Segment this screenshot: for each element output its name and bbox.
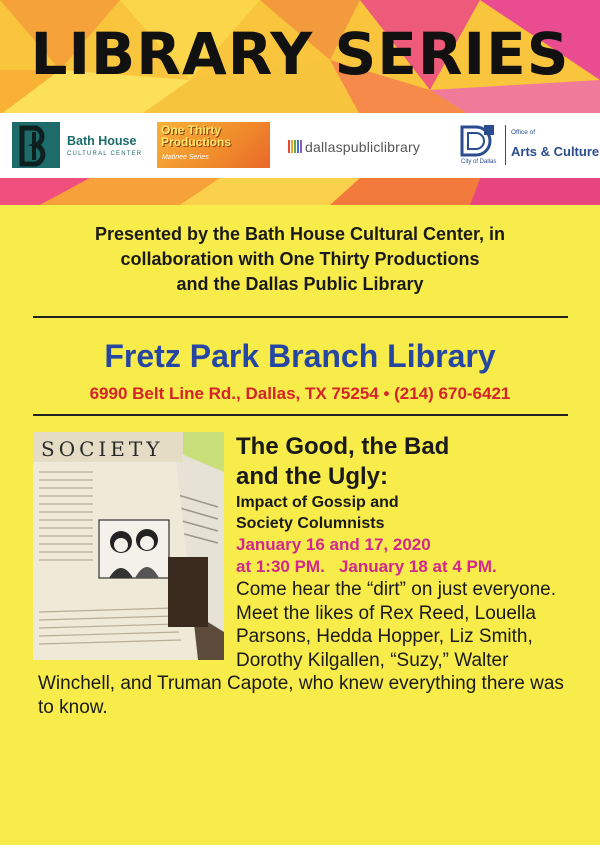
dallas-public-library-icon (288, 140, 302, 153)
city-of-dallas-logo-icon (456, 123, 496, 159)
office-of-label: Office of (511, 129, 536, 136)
event-article (38, 430, 578, 719)
presented-by-text (30, 222, 570, 297)
divider-bottom (33, 414, 568, 416)
presented-line-3: and the Dallas Public Library (176, 274, 424, 294)
event-dates-line-1: January 16 and 17, 2020 (236, 535, 431, 554)
one-thirty-subtitle: Matinee Series (162, 154, 209, 161)
event-dates-line-2: at 1:30 PM. January 18 at 4 PM. (236, 557, 497, 576)
series-title: LIBRARY SERIES (30, 20, 570, 88)
event-subtitle-line-2: Society Columnists (236, 515, 385, 532)
header-banner (0, 0, 600, 205)
arts-culture-label: Arts & Culture (511, 144, 600, 159)
newspaper-masthead: SOCIETY (41, 437, 164, 461)
event-description: Come hear the “dirt” on just everyone. Meet the likes of Rex Reed, Louella Parsons, Hedda Hopper, Liz Smith, Dorothy Kilgallen, “Suzy,” Walter Winchell, and Truman Capote, who knew everything there was to know. (38, 579, 564, 718)
logo-divider (505, 125, 506, 165)
one-thirty-productions-logo (157, 122, 270, 168)
bath-house-subtitle: CULTURAL CENTER (67, 151, 143, 157)
dallas-public-library-name: dallaspubliclibrary (305, 139, 421, 155)
presented-line-1: Presented by the Bath House Cultural Center, in (94, 224, 506, 244)
bath-house-logo-icon (12, 122, 60, 168)
branch-address: 6990 Belt Line Rd., Dallas, TX 75254 • (214) 670-6421 (89, 384, 511, 403)
event-subtitle-line-1: Impact of Gossip and (236, 494, 399, 511)
sponsor-logo-strip (0, 113, 600, 178)
event-title-line-2: and the Ugly: (236, 463, 389, 490)
one-thirty-line2: Productions (161, 135, 232, 149)
presented-line-2: collaboration with One Thirty Productions (120, 249, 480, 269)
event-title-line-1: The Good, the Bad (236, 433, 450, 460)
one-thirty-line1: One Thirty (161, 123, 222, 137)
divider-top (33, 316, 568, 318)
bath-house-name: Bath House (67, 134, 137, 148)
city-of-dallas-label: City of Dallas (461, 159, 497, 165)
branch-name: Fretz Park Branch Library (104, 338, 496, 374)
